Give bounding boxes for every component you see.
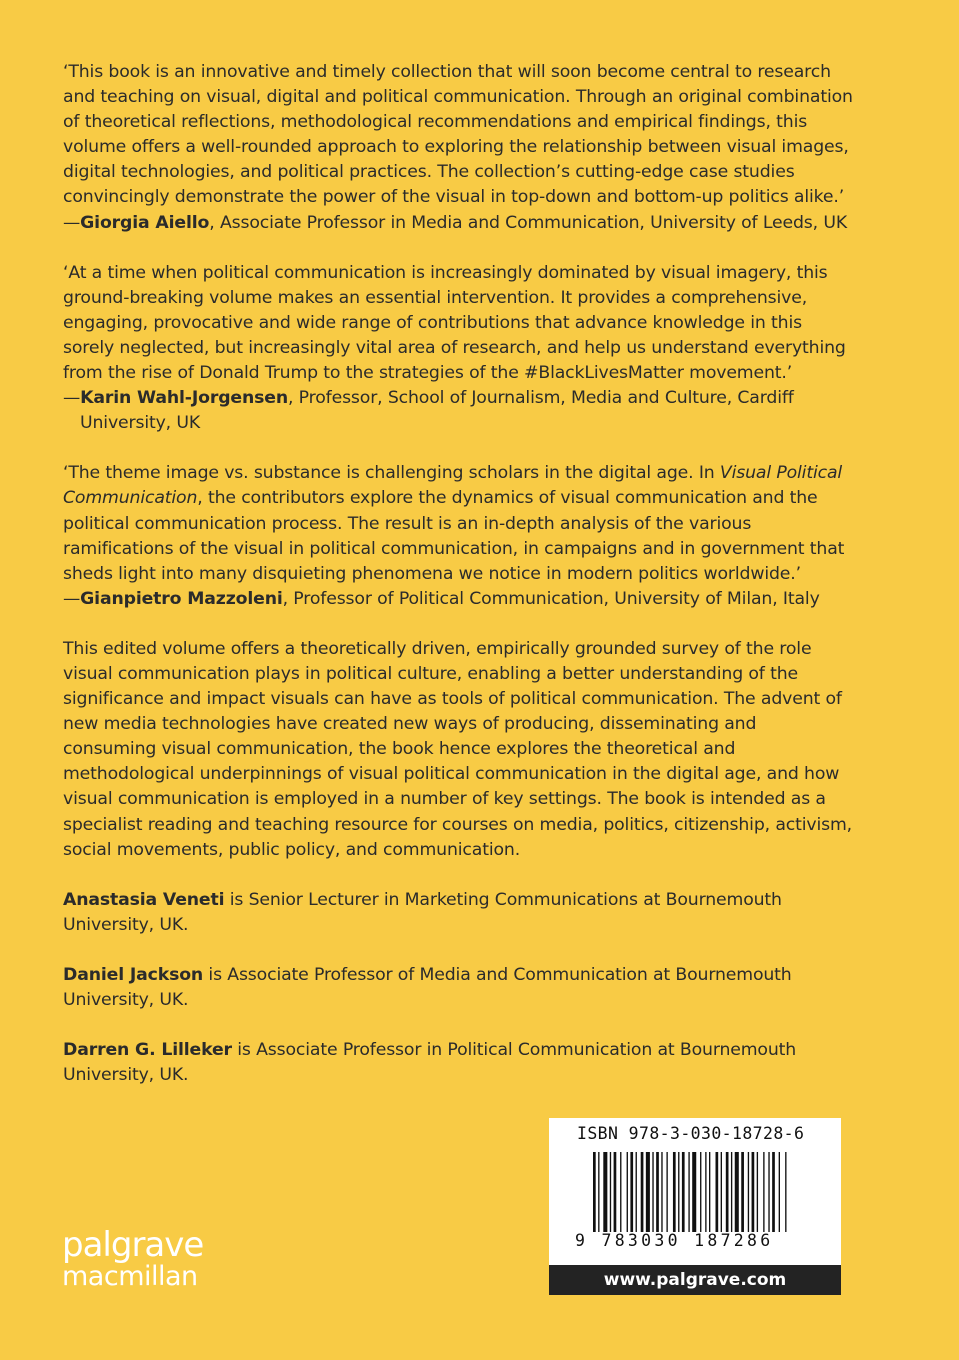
blurb-quote: ‘At a time when political communication is increasingly dominated by visual imagery, this ground-breaking volume makes an essential intervention. It provides a comprehensive, engaging, provocative and wide range of contributions that advance knowledge in this sorely neglected, but increasingly vital area of research, and help us understand everything from the rise of Donald Trump to the strategies of the #BlackLivesMatter movement.’ [63,262,846,384]
blurb-3 [63,461,853,612]
editor-bio: is Associate Professor of Media and Communication at Bournemouth University, UK. [63,964,792,1010]
editor-bio-2 [63,963,853,1013]
palgrave-macmillan-logo [62,1225,204,1292]
barcode-bar [630,1152,633,1232]
barcode-bar [721,1152,722,1232]
barcode-bar [673,1152,676,1232]
back-cover-text [63,60,853,1113]
blurb-author-affiliation: , Professor, School of Journalism, Media and Culture, Cardiff University, UK [80,388,794,434]
logo-line-palgrave: palgrave [62,1225,204,1265]
barcode-icon [593,1152,797,1232]
blurb-attribution: —Giorgia Aiello, Associate Professor in Media and Communication, University of Leeds, UK [63,212,847,233]
barcode-bar [652,1152,653,1232]
barcode-bar [661,1152,662,1232]
logo-line-macmillan: macmillan [62,1261,198,1292]
blurb-author-name: Giorgia Aiello [80,212,210,233]
blurb-2 [63,261,853,437]
blurb-attribution: —Karin Wahl-Jorgensen, Professor, School of Journalism, Media and Culture, Cardiff University, UK [63,388,794,434]
barcode-bar [593,1152,596,1232]
blurb-author-affiliation: , Associate Professor in Media and Communication, University of Leeds, UK [209,212,847,233]
blurb-1 [63,60,853,236]
barcode-bar [726,1152,729,1232]
editor-name: Daniel Jackson [63,964,204,985]
blurb-author-name: Karin Wahl-Jorgensen [80,388,288,409]
barcode-bar [735,1152,739,1232]
blurb-quote: ‘The theme image vs. substance is challenging scholars in the digital age. In Visual Political Communication, the contributors explore the dynamics of visual communication and the political communication process. The result is an in-depth analysis of the various ramifications of the visual in political communication, in campaigns and in government that sheds light into many disquieting phenomena we notice in modern politics worldwide.’ [63,463,845,584]
barcode-bar [688,1152,689,1232]
blurb-author-name: Gianpietro Mazzoleni [80,588,283,609]
barcode-bar [678,1152,679,1232]
barcode-bar [763,1152,764,1232]
isbn-label: ISBN 978-3-030-18728-6 [577,1124,805,1143]
barcode-bar [627,1152,628,1232]
barcode-bar [785,1152,786,1232]
barcode-bar [731,1152,732,1232]
editor-name: Anastasia Veneti [63,889,225,910]
barcode-bar [748,1152,749,1232]
barcode-bar [636,1152,637,1232]
barcode-bar [603,1152,607,1232]
barcode-bar [757,1152,758,1232]
barcode-bar [620,1152,621,1232]
barcode-bar [646,1152,650,1232]
barcode-digits: 9 783030 187286 [575,1231,774,1250]
barcode-bar [598,1152,599,1232]
book-title-italic: Visual Political Communication [63,463,843,509]
barcode-bar [614,1152,617,1232]
barcode-bar [692,1152,696,1232]
book-description: This edited volume offers a theoretically driven, empirically grounded survey of the role visual communication plays in political culture, enabling a better understanding of the significance and impact visuals can have as tools of political communication. The advent of new media technologies have created new ways of producing, disseminating and consuming visual communication, the book hence explores the theoretical and methodological underpinnings of visual political communication in the digital age, and how visual communication is employed in a number of key settings. The book is intended as a specialist reading and teaching resource for courses on media, politics, citizenship, activism, social movements, public policy, and communication. [63,638,853,860]
editor-bio-1 [63,888,853,938]
blurb-quote: ‘This book is an innovative and timely collection that will soon become central to research and teaching on visual, digital and political communication. Through an original combination of theoretical reflections, methodological recommendations and empirical findings, this volume offers a well-rounded approach to exploring the relationship between visual images, digital technologies, and political practices. The collection’s cutting-edge case studies convincingly demonstrate the power of the visual in top-down and bottom-up politics alike.’ [63,62,853,208]
barcode-bar [779,1152,780,1232]
editor-bio: is Senior Lecturer in Marketing Communications at Bournemouth University, UK. [63,889,782,935]
barcode-bar [772,1152,775,1232]
blurb-attribution: —Gianpietro Mazzoleni, Professor of Political Communication, University of Milan, Italy [63,588,820,609]
blurb-author-affiliation: , Professor of Political Communication, University of Milan, Italy [282,588,820,609]
editor-bio-3 [63,1038,853,1088]
barcode-bar [752,1152,755,1232]
barcode-bar [768,1152,769,1232]
barcode-bar [656,1152,659,1232]
barcode-bar [716,1152,719,1232]
barcode-bar [741,1152,744,1232]
barcode-bar [700,1152,701,1232]
editor-bio: is Associate Professor in Political Communication at Bournemouth University, UK. [63,1040,797,1086]
barcode-bar [666,1152,667,1232]
isbn-barcode-box [549,1118,841,1295]
publisher-website: www.palgrave.com [549,1265,841,1295]
barcode-bar [682,1152,685,1232]
barcode-bar [709,1152,710,1232]
barcode-bar [610,1152,611,1232]
barcode-bar [705,1152,706,1232]
editor-name: Darren G. Lilleker [63,1040,232,1061]
barcode-bar [641,1152,644,1232]
